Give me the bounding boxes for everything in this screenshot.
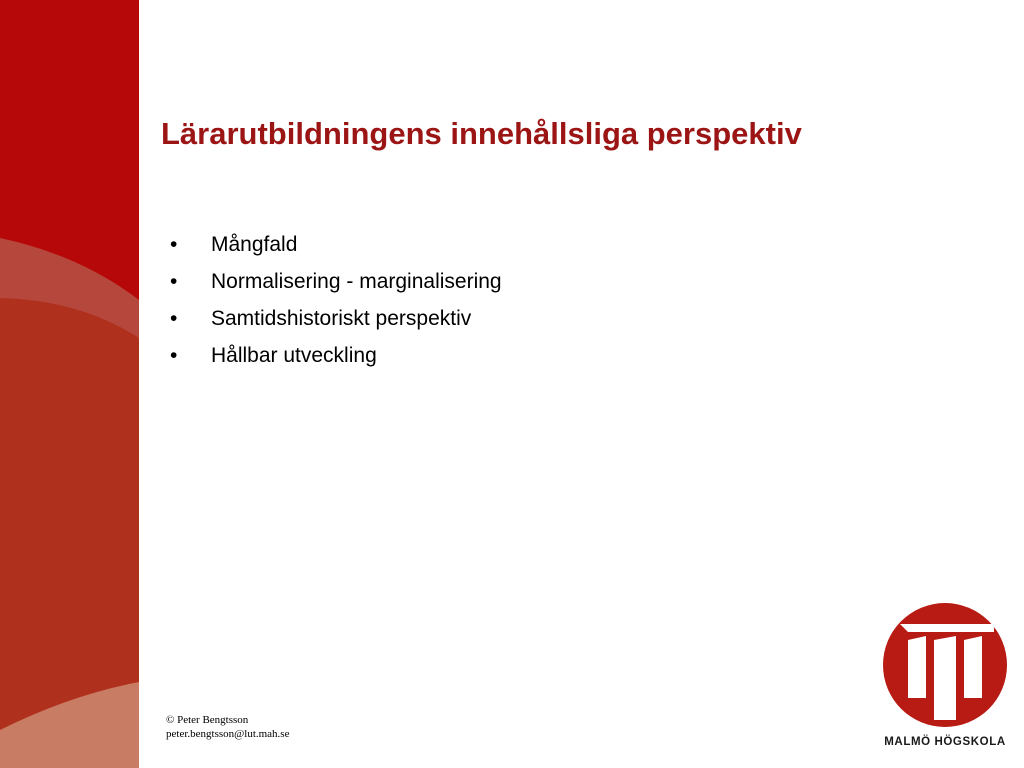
bullet-icon: • (170, 233, 178, 256)
logo-pillar-left (908, 636, 926, 698)
bullet-text: Hållbar utveckling (211, 344, 377, 367)
footer-credits (166, 713, 289, 741)
logo-wordmark: MALMÖ HÖGSKOLA (884, 736, 1006, 748)
bullet-icon: • (170, 270, 178, 293)
bullet-icon: • (170, 307, 178, 330)
logo-pillar-right (964, 636, 982, 698)
bullet-list (170, 226, 502, 374)
list-item (170, 337, 502, 374)
bullet-text: Samtidshistoriskt perspektiv (211, 307, 472, 330)
list-item (170, 226, 502, 263)
logo-pillar-middle (934, 636, 956, 720)
sidebar-decoration (0, 0, 139, 768)
slide-title: Lärarutbildningens innehållsliga perspektiv (161, 116, 802, 151)
footer-email: peter.bengtsson@lut.mah.se (166, 728, 290, 740)
list-item (170, 263, 502, 300)
bullet-text: Mångfald (211, 233, 298, 256)
malmo-hogskola-logo-icon (882, 602, 1008, 728)
bullet-icon: • (170, 344, 178, 367)
list-item (170, 300, 502, 337)
logo-roof (900, 624, 994, 632)
bullet-text: Normalisering - marginalisering (211, 270, 502, 293)
footer-author: © Peter Bengtsson (166, 714, 249, 726)
